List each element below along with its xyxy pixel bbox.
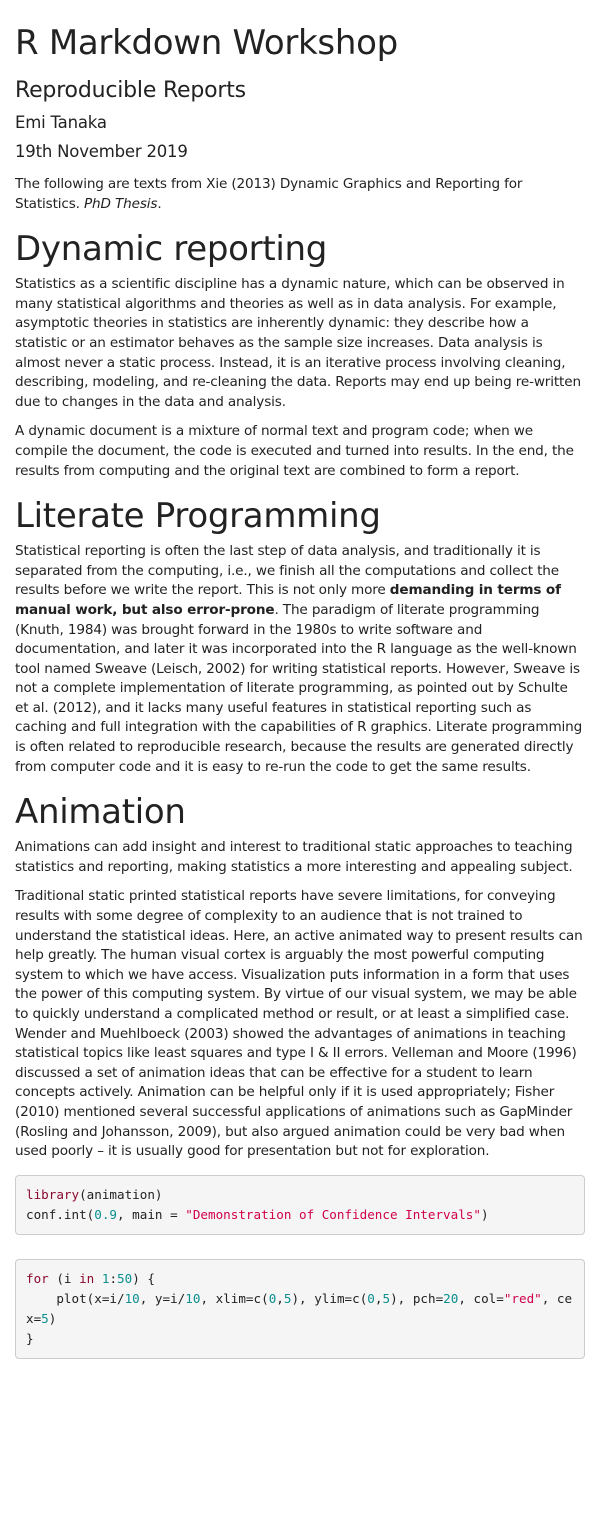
date: 19th November 2019 [15,142,188,161]
code-string: "red" [503,1290,542,1306]
literate-text-after: . The paradigm of literate programming (Knuth, 1984) was brought forward in the 1980s to write software and documentation, and later it was incorporated into the R language as the well-known tool named Sweave (Leisch, 2002) for writing statistical reports. However, Sweave is not a complete implementation of literate programming, as pointed out by Schulte et al. (2012), and it lacks many useful features in statistical reporting such as caching and full integration with the capabilities of R graphics. Literate programming is often related to reproducible research, because the results are generated directly from computer code and it is easy to re-run the code to get the same results. [15,601,583,775]
code-text: conf.int( [26,1206,95,1222]
code-keyword: in [79,1270,95,1286]
intro-emphasis: PhD Thesis [83,195,158,212]
intro-paragraph [15,175,585,214]
code-text: } [26,1330,34,1346]
code-text: ) [48,1310,57,1326]
animation-paragraph-1: Animations can add insight and interest to traditional static approaches to teaching statistics and reporting, making statistics a more interesting and appealing subject. [15,839,573,875]
code-block-1[interactable] [15,1175,585,1235]
spacer [15,1235,585,1259]
code-number: 5 [41,1310,49,1326]
intro-end: . [157,195,162,212]
heading-literate-programming: Literate Programming [15,496,381,537]
author: Emi Tanaka [15,113,107,132]
code-text: , y=i/ [139,1290,186,1306]
code-number: 1 [101,1270,110,1286]
heading-dynamic-reporting: Dynamic reporting [15,229,328,270]
code-number: 20 [443,1290,459,1306]
code-number: 50 [117,1270,133,1286]
code-text: : [109,1270,118,1286]
code-text [94,1271,102,1286]
dynamic-paragraph-2: A dynamic document is a mixture of normal text and program code; when we compile the document, the code is executed and turned into results. In the end, the results from computing and the original text are combined to form a report. [15,423,574,479]
code-number: 0.9 [94,1206,117,1222]
code-number: 0 [268,1290,277,1306]
code-text: , xlim=c( [200,1290,269,1306]
code-text: , cex= [26,1290,573,1326]
code-string: "Demonstration of Confidence Intervals" [185,1206,481,1222]
literate-text-before: Statistical reporting is often the last step of data analysis, and traditionally it is separated from the computing, i.e., we finish all the computations and collect the results before we write the report. This is not only more [15,543,559,599]
code-number: 5 [283,1290,292,1306]
code-keyword: for [26,1270,49,1286]
code-text: ) { [132,1270,155,1286]
code-number: 10 [185,1290,201,1306]
code-number: 10 [124,1290,140,1306]
code-block-2[interactable] [15,1259,585,1359]
code-text: ) [480,1206,489,1222]
page-title: R Markdown Workshop [15,23,398,63]
code-text: , main = [117,1206,186,1222]
animation-paragraph-2: Traditional static printed statistical reports have severe limitations, for conveying results with some degree of complexity to an audience that is not trained to understand the statistical ideas. Here, an active animated way to present results can help greatly. The human visual cortex is arguably the most powerful computing system to which we have access. Visualization puts information in a form that uses the power of this computing system. By virtue of our visual system, we may be able to quickly understand a complicated method or result, or at least a simplified case. Wender and Muehlboeck (2003) showed the advantages of animations in teaching statistical topics like least squares and type I & II errors. Velleman and Moore (1996) discussed a set of animation ideas that can be effective for a student to learn concepts actively. Animation can be helpful only if it is used appropriately; Fisher (2010) mentioned several successful applications of animations such as GapMinder (Rosling and Johansson, 2009), but also argued animation could be very bad when used poorly – it is usually good for presentation but not for exploration. [15,888,583,1160]
dynamic-paragraph-1: Statistics as a scientific discipline has a dynamic nature, which can be observed in many statistical algorithms and theories as well as in data analysis. For example, asymptotic theories in statistics are inherently dynamic: they describe how a statistic or an estimator behaves as the sample size increases. Data analysis is almost never a static process. Instead, it is an iterative process involving cleaning, describing, modeling, and re-cleaning the data. Reports may end up being re-written due to changes in the data and analysis. [15,276,581,410]
code-text: , [374,1290,383,1306]
code-text: (animation) [79,1186,163,1202]
literate-bold-text: demanding in terms of manual work, but also error-prone [15,582,561,618]
page-subtitle: Reproducible Reports [15,78,246,103]
heading-animation: Animation [15,792,186,833]
code-text: , [276,1290,284,1306]
code-text: , col= [458,1290,504,1306]
literate-paragraph-1 [15,542,585,777]
code-keyword: library [26,1186,80,1202]
code-text: ), ylim=c( [291,1290,368,1306]
code-text: plot(x=i/ [26,1290,125,1306]
code-text: ), pch= [390,1290,444,1306]
code-number: 0 [367,1290,375,1306]
code-text: (i [48,1270,80,1286]
code-number: 5 [382,1290,391,1306]
intro-text: The following are texts from Xie (2013) Dynamic Graphics and Reporting for Statistics. [15,176,523,212]
